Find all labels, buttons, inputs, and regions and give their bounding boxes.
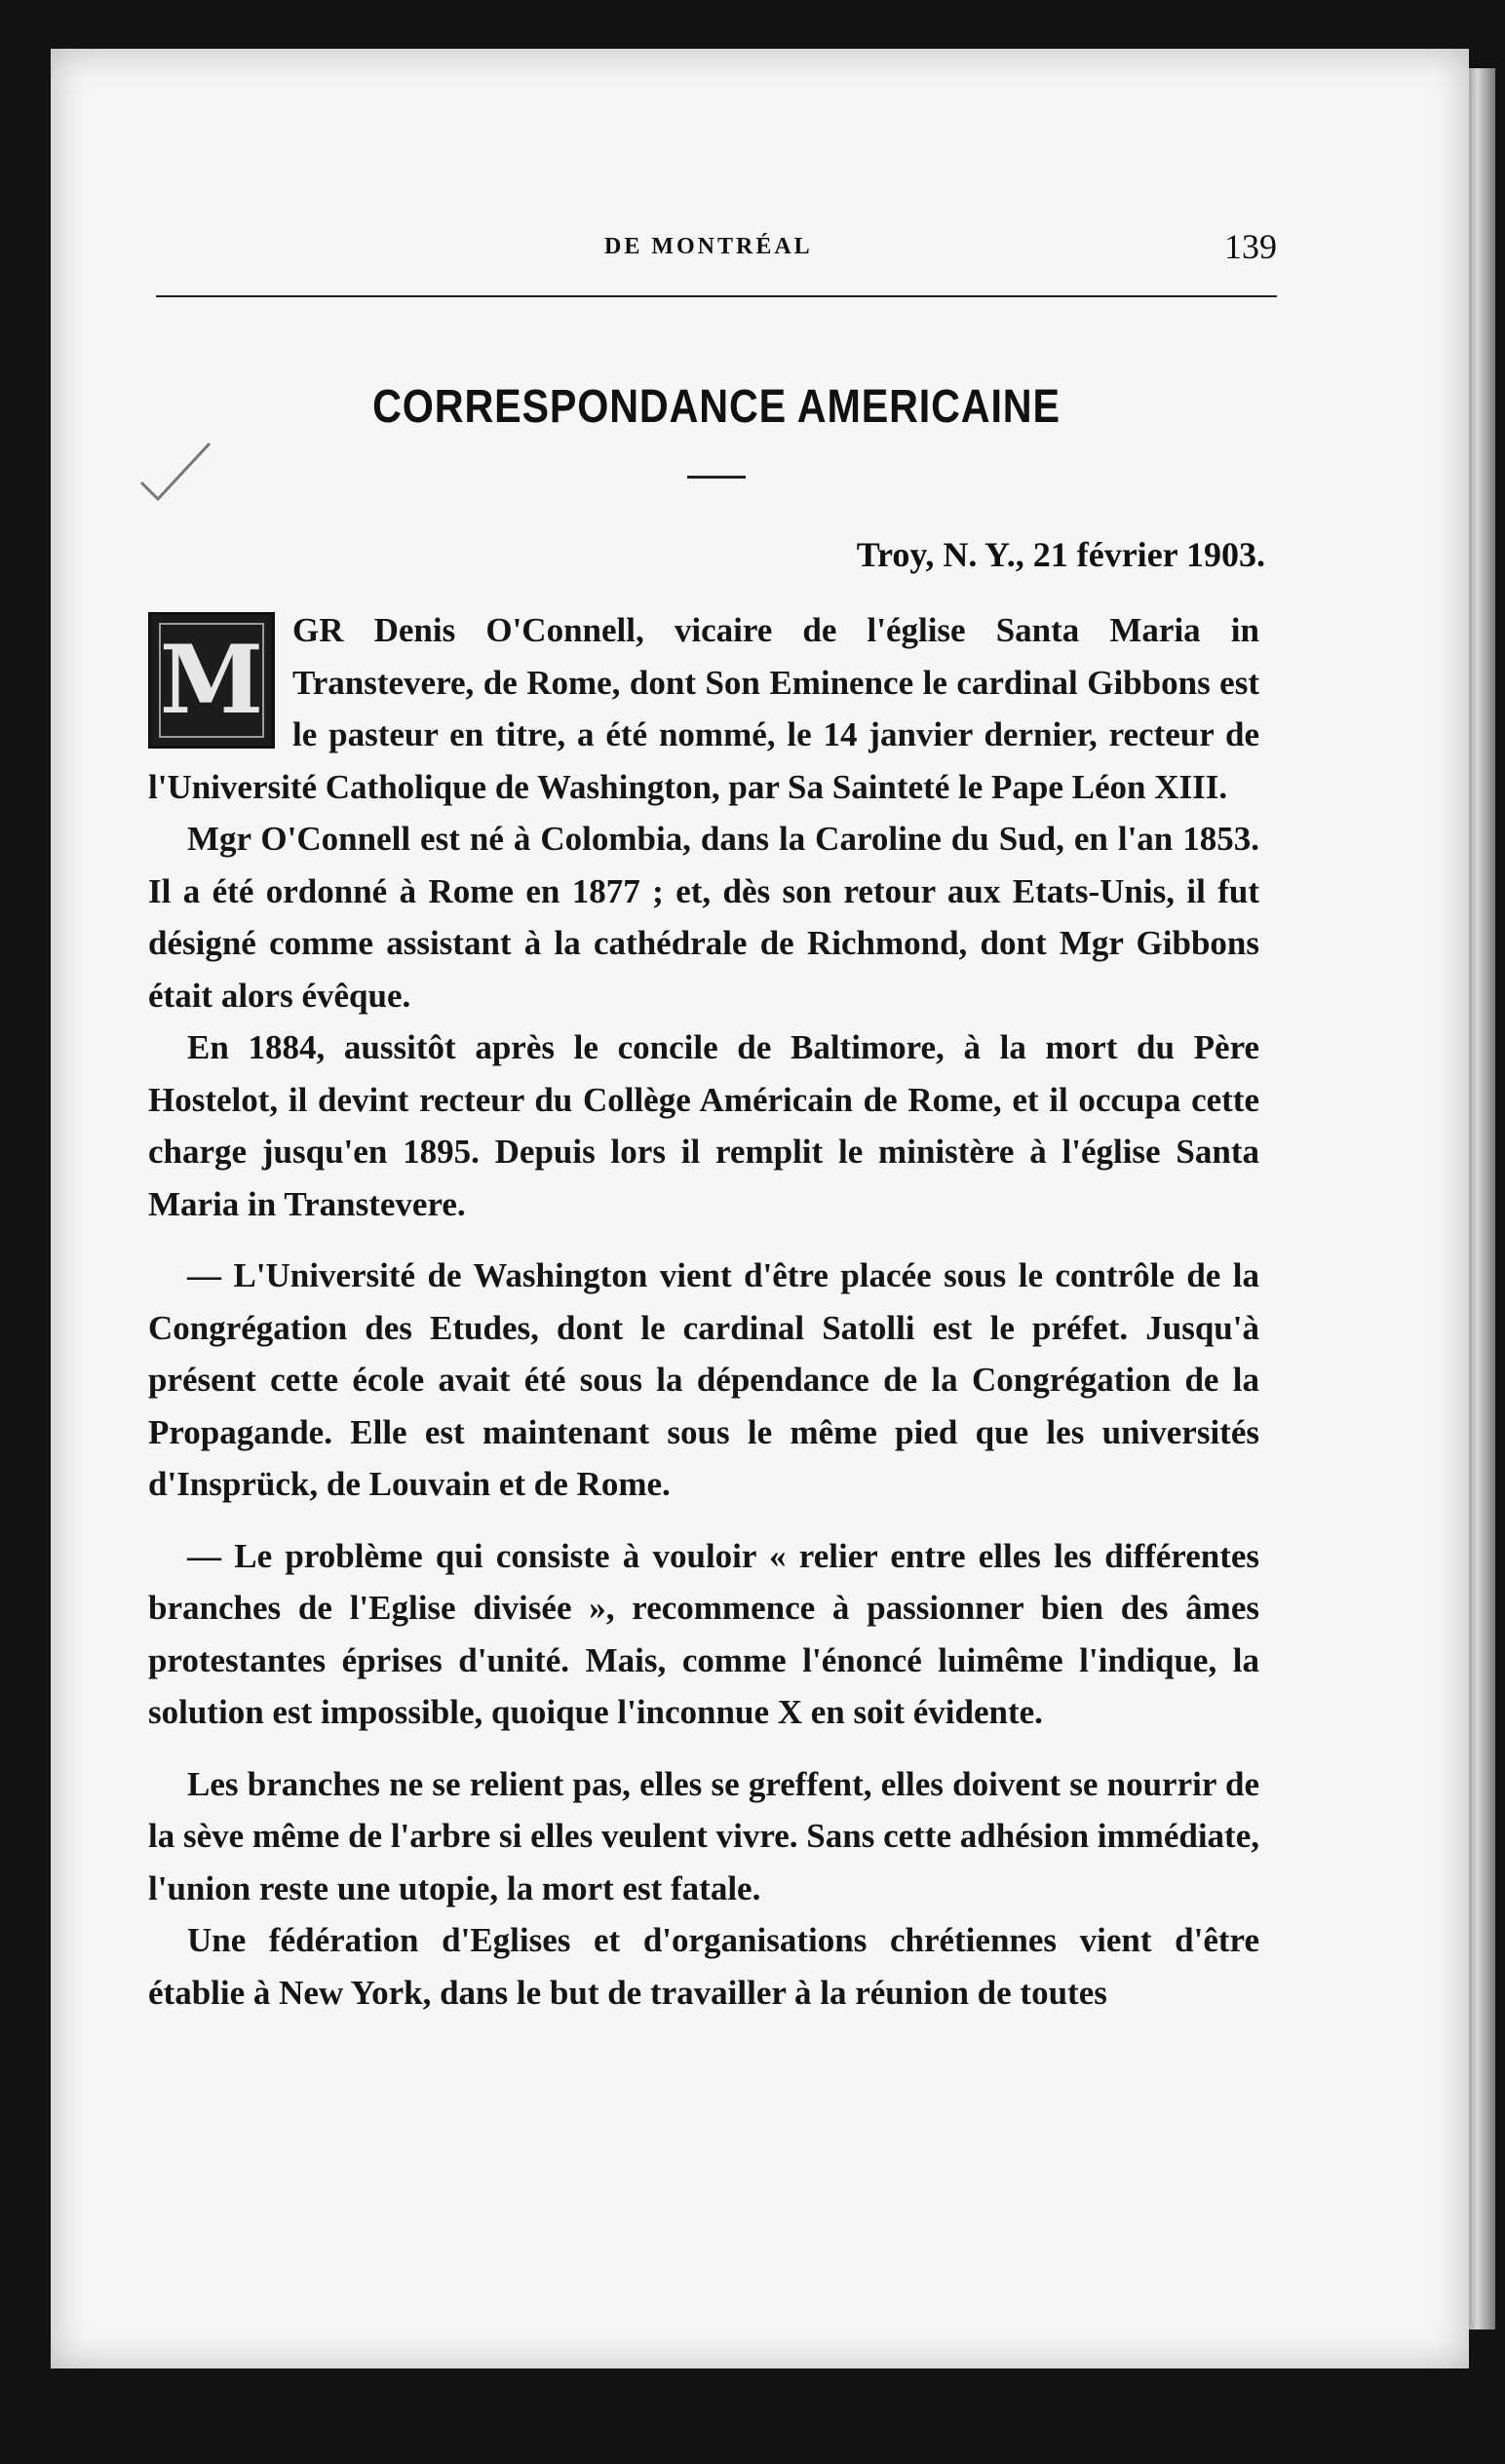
- pencil-check-mark: [136, 439, 214, 507]
- drop-cap-letter: M: [159, 623, 264, 738]
- paragraph-6: Les branches ne se relient pas, elles se greffent, elles doivent se nourrir de la sève même de l'arbre si elles veulent vivre. Sans cette adhésion immédiate, l'union reste une utopie, la mort est fatale.: [148, 1764, 1259, 1907]
- paragraph-4: — L'Université de Washington vient d'être placée sous le contrôle de la Congrégation des Etudes, dont le cardinal Satolli est le préfet. Jusqu'à présent cette école avait été sous la dépendance de la Congrégation de la Propagande. Elle est maintenant sous le même pied que les universités d'Insprück, de Louvain et de Rome.: [148, 1256, 1259, 1503]
- paragraph-5: — Le problème qui consiste à vouloir « relier entre elles les différentes branches de l'Eglise divisée », recommence à passionner bien des âmes protestantes éprises d'unité. Mais, comme l'énoncé luimême l'indique, la solution est impossible, quoique l'inconnue X en soit évidente.: [148, 1536, 1259, 1731]
- header-rule: [156, 295, 1277, 297]
- drop-cap-ornament: [148, 612, 275, 749]
- paragraph-1: [148, 604, 1259, 813]
- page-header: [156, 226, 1277, 285]
- title-rule: [687, 476, 746, 479]
- dateline: Troy, N. Y., 21 février 1903.: [856, 535, 1265, 574]
- article-body: [148, 604, 1259, 2019]
- running-head: DE MONTRÉAL: [604, 234, 813, 259]
- paragraph-3: En 1884, aussitôt après le concile de Baltimore, à la mort du Père Hostelot, il devint recteur du Collège Américain de Rome, et il occupa cette charge jusqu'en 1895. Depuis lors il remplit le ministère à l'église Santa Maria in Transtevere.: [148, 1028, 1259, 1223]
- paragraph-2: Mgr O'Connell est né à Colombia, dans la Caroline du Sud, en l'an 1853. Il a été ordonné à Rome en 1877 ; et, dès son retour aux Etats-Unis, il fut désigné comme assistant à la cathédrale de Richmond, dont Mgr Gibbons était alors évêque.: [148, 820, 1259, 1015]
- paragraph-7: Une fédération d'Eglises et d'organisations chrétiennes vient d'être établie à New York, dans le but de travailler à la réunion de toutes: [148, 1921, 1259, 2012]
- page-number: 139: [1224, 227, 1277, 266]
- paragraph-1-text: GR Denis O'Connell, vicaire de l'église Santa Maria in Transtevere, de Rome, dont Son Eminence le cardinal Gibbons est le pasteur en titre, a été nommé, le 14 janvier dernier, recteur de l'Université Catholique de Washington, par Sa Sainteté le Pape Léon XIII.: [148, 611, 1259, 806]
- article-title: CORRESPONDANCE AMERICAINE: [372, 381, 1061, 433]
